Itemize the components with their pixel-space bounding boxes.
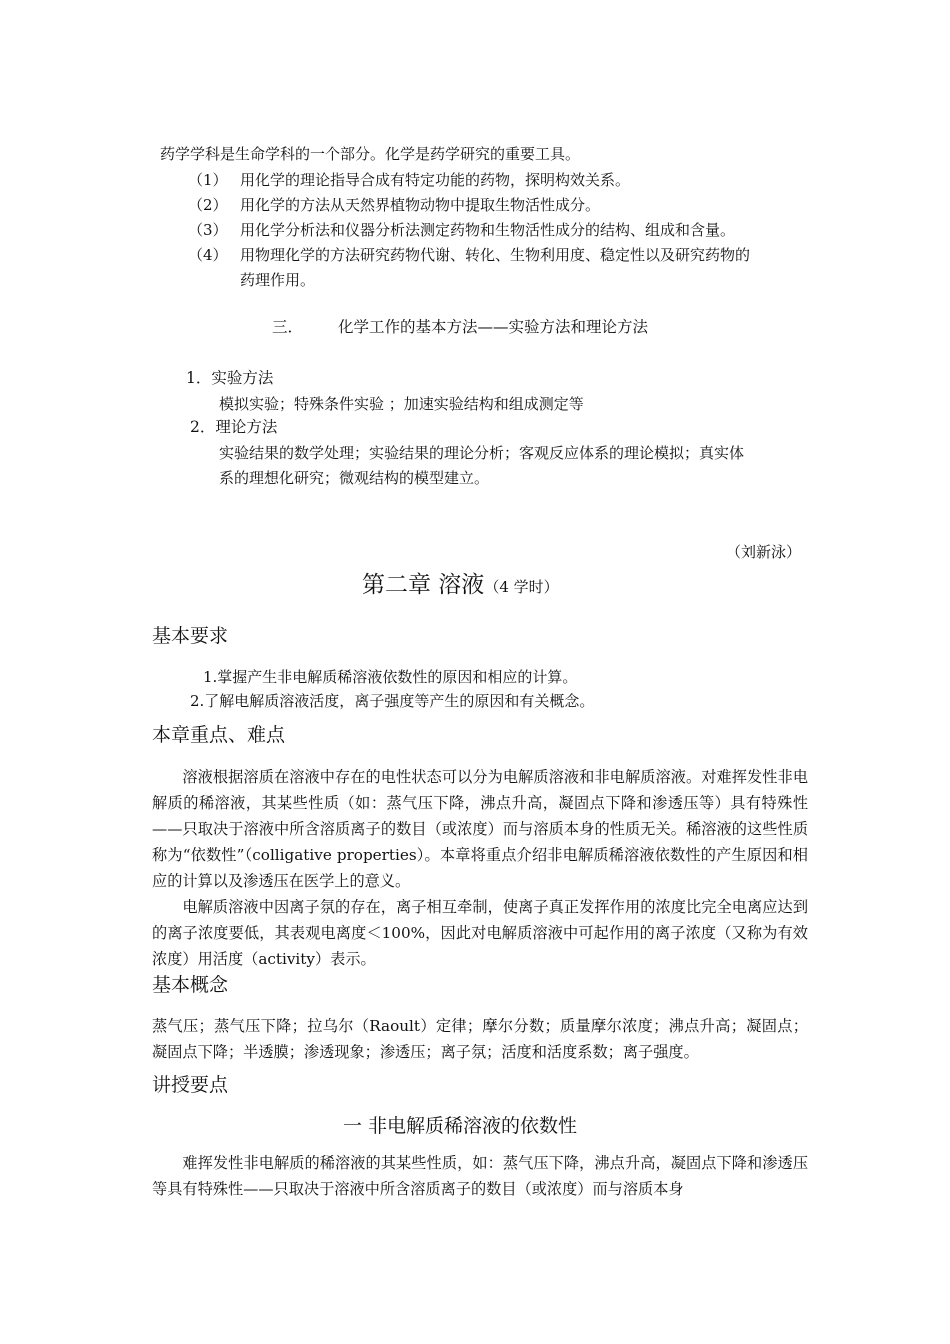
method-heading-theoretical: 2．理论方法 [190, 418, 278, 436]
keypoints-body [152, 764, 808, 972]
item-number: （4） [188, 246, 228, 264]
concepts-text: 蒸气压；蒸气压下降；拉乌尔（Raoult）定律；摩尔分数；质量摩尔浓度；沸点升高；凝固点；凝固点下降；半透膜；渗透现象；渗透压；离子氛；活度和活度系数；离子强度。 [152, 1017, 808, 1061]
item-text: 用化学的理论指导合成有特定功能的药物，探明构效关系。 [240, 171, 631, 189]
intro-item-4-continuation: 药理作用。 [240, 271, 316, 289]
item-number: （2） [188, 196, 228, 214]
item-text: 用物理化学的方法研究药物代谢、转化、生物利用度、稳定性以及研究药物的 [240, 246, 751, 264]
heading-concepts: 基本概念 [152, 974, 229, 996]
item-number: （3） [188, 221, 228, 239]
chapter-title: 第二章 溶液 [362, 572, 485, 598]
author: （刘新泳） [726, 543, 802, 561]
section-title: 化学工作的基本方法——实验方法和理论方法 [338, 318, 649, 336]
heading-requirements: 基本要求 [152, 625, 229, 647]
method-body-experimental: 模拟实验；特殊条件实验 ；加速实验结构和组成测定等 [219, 395, 584, 413]
heading-keypoints: 本章重点、难点 [152, 724, 286, 746]
concepts-body [152, 1013, 808, 1065]
item-number: （1） [188, 171, 228, 189]
keypoints-paragraph-1: 溶液根据溶质在溶液中存在的电性状态可以分为电解质溶液和非电解质溶液。对难挥发性非电解质的稀溶液，其某些性质（如：蒸气压下降，沸点升高，凝固点下降和渗透压等）具有特殊性——只取决于溶液中所含溶质离子的数目（或浓度）而与溶质本身的性质无关。稀溶液的这些性质称为“依数性”（colligative properties）。本章将重点介绍非电解质稀溶液依数性的产生原因和相应的计算以及渗透压在医学上的意义。 [152, 768, 808, 890]
method-body-theoretical-line1: 实验结果的数学处理；实验结果的理论分析；客观反应体系的理论模拟；真实体 [219, 444, 745, 462]
requirement-item-1: 1.掌握产生非电解质稀溶液依数性的原因和相应的计算。 [203, 668, 578, 686]
item-text: 用化学分析法和仪器分析法测定药物和生物活性成分的结构、组成和含量。 [240, 221, 736, 239]
lecture-section-title: 一 非电解质稀溶液的依数性 [343, 1115, 578, 1137]
intro-item-4 [188, 244, 750, 265]
requirement-item-2: 2.了解电解质溶液活度，离子强度等产生的原因和有关概念。 [190, 692, 595, 710]
section-number: 三． [272, 318, 304, 336]
lecture-body [152, 1150, 808, 1202]
intro-item-3 [188, 219, 735, 240]
chapter-hours: （4 学时） [484, 578, 559, 596]
heading-lecture: 讲授要点 [152, 1074, 229, 1096]
intro-item-2 [188, 194, 600, 215]
intro-lead: 药学学科是生命学科的一个部分。化学是药学研究的重要工具。 [160, 145, 581, 163]
chapter-title-block [362, 566, 559, 599]
method-body-theoretical-line2: 系的理想化研究；微观结构的模型建立。 [219, 469, 490, 487]
intro-item-1 [188, 169, 630, 190]
item-text: 用化学的方法从天然界植物动物中提取生物活性成分。 [240, 196, 601, 214]
lecture-paragraph-1: 难挥发性非电解质的稀溶液的其某些性质，如：蒸气压下降，沸点升高，凝固点下降和渗透压等具有特殊性——只取决于溶液中所含溶质离子的数目（或浓度）而与溶质本身 [152, 1154, 808, 1198]
keypoints-paragraph-2: 电解质溶液中因离子氛的存在，离子相互牵制，使离子真正发挥作用的浓度比完全电离应达到的离子浓度要低，其表观电离度＜100%，因此对电解质溶液中可起作用的离子浓度（又称为有效浓度）用活度（activity）表示。 [152, 898, 808, 968]
method-heading-experimental: 1．实验方法 [186, 369, 274, 387]
